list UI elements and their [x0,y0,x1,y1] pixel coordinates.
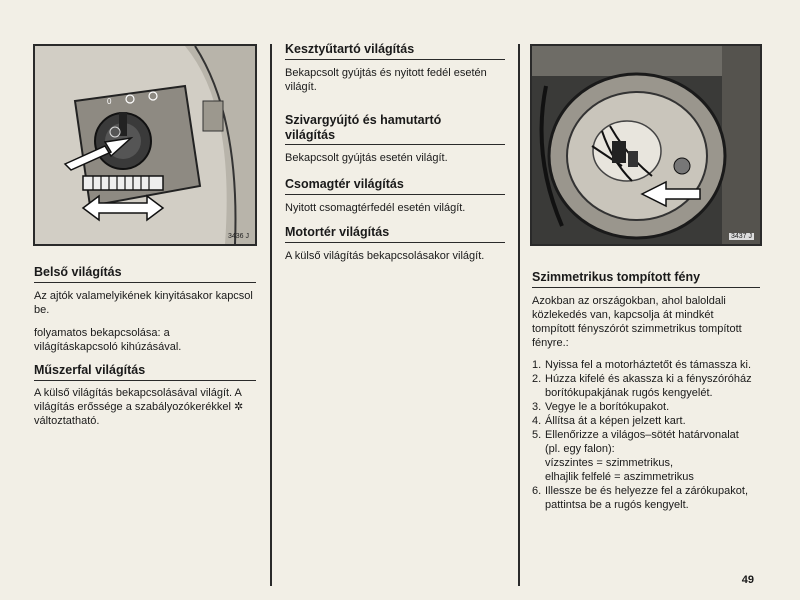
heading-underline [34,282,256,283]
section-symmetric-beam [532,270,760,285]
list-item: 1. Nyissa fel a motorháztetőt és támassza ki. [532,359,752,371]
section-title: Csomagtér világítás [285,177,404,191]
section-body [285,201,500,215]
column-rule-2 [518,44,520,586]
section-body [285,249,500,263]
section-dashboard-light [34,363,256,378]
section-title: Motortér világítás [285,225,390,239]
list-item-sub: vízszintes = szimmetrikus, [545,457,674,469]
section-title: Szivargyújtó és hamutartó világítás [285,113,442,142]
figure-number: 3437 J [730,233,752,240]
heading-underline [285,242,505,243]
light-switch-figure [33,44,257,246]
section-interior-light [34,265,256,280]
paragraph: Bekapcsolt gyújtás és nyitott fedél esetén világít. [285,67,487,93]
headlamp-figure [530,44,762,246]
list-item: 3. Vegye le a borítókupakot. [532,401,670,413]
heading-underline [285,59,505,60]
section-body [285,66,500,94]
heading-underline [34,380,256,381]
list-item: 4. Állítsa át a képen jelzett kart. [532,415,686,427]
paragraph: A külső világítás bekapcsolásakor világít. [285,250,485,262]
section-body [285,151,500,165]
section-title: Belső világítás [34,265,122,279]
section-title: Szimmetrikus tompított fény [532,270,701,284]
section-title: Kesztyűtartó világítás [285,42,415,56]
column-rule-1 [270,44,272,586]
intro-paragraph: Azokban az országokban, ahol baloldali közlekedés van, kapcsolja át mindkét tompított fényszórót szimmetrikus tompított fényre.: [532,295,742,349]
light-switch-illustration [35,46,255,244]
list-item: 2. Húzza kifelé és akassza ki a fényszóróház borítókupakjának rugós kengyelét. [532,373,752,399]
section-engine-bay-light [285,225,505,240]
figure-number: 3436 J [227,233,249,240]
headlamp-illustration [532,46,760,244]
steps-list [532,358,756,512]
paragraph: folyamatos bekapcsolása: a világításkapcsoló kihúzásával. [34,327,182,353]
list-item-sub: elhajlik felfelé = aszimmetrikus [545,471,694,483]
paragraph: Nyitott csomagtérfedél esetén világít. [285,202,466,214]
paragraph: Bekapcsolt gyújtás esetén világít. [285,152,448,164]
paragraph: Az ajtók valamelyikének kinyitásakor kapcsol be. [34,290,253,316]
list-item: 6. Illessze be és helyezze fel a zárókupakot, pattintsa be a rugós kengyelt. [532,485,749,511]
page-number: 49 [741,574,754,586]
section-lighter-light [285,113,485,143]
section-body [34,386,256,428]
heading-underline [532,287,760,288]
list-item: 5. Ellenőrizze a világos–sötét határvonalat (pl. egy falon): [532,429,739,455]
svg-text:0: 0 [107,97,112,106]
section-body [34,289,256,354]
section-glovebox-light [285,42,505,57]
heading-underline [285,144,505,145]
paragraph: A külső világítás bekapcsolásával világít. A világítás erőssége a szabályozókerékkel ✲ változtatható. [34,387,244,427]
section-trunk-light [285,177,505,192]
heading-underline [285,194,505,195]
section-body [532,294,756,512]
section-title: Műszerfal világítás [34,363,146,377]
